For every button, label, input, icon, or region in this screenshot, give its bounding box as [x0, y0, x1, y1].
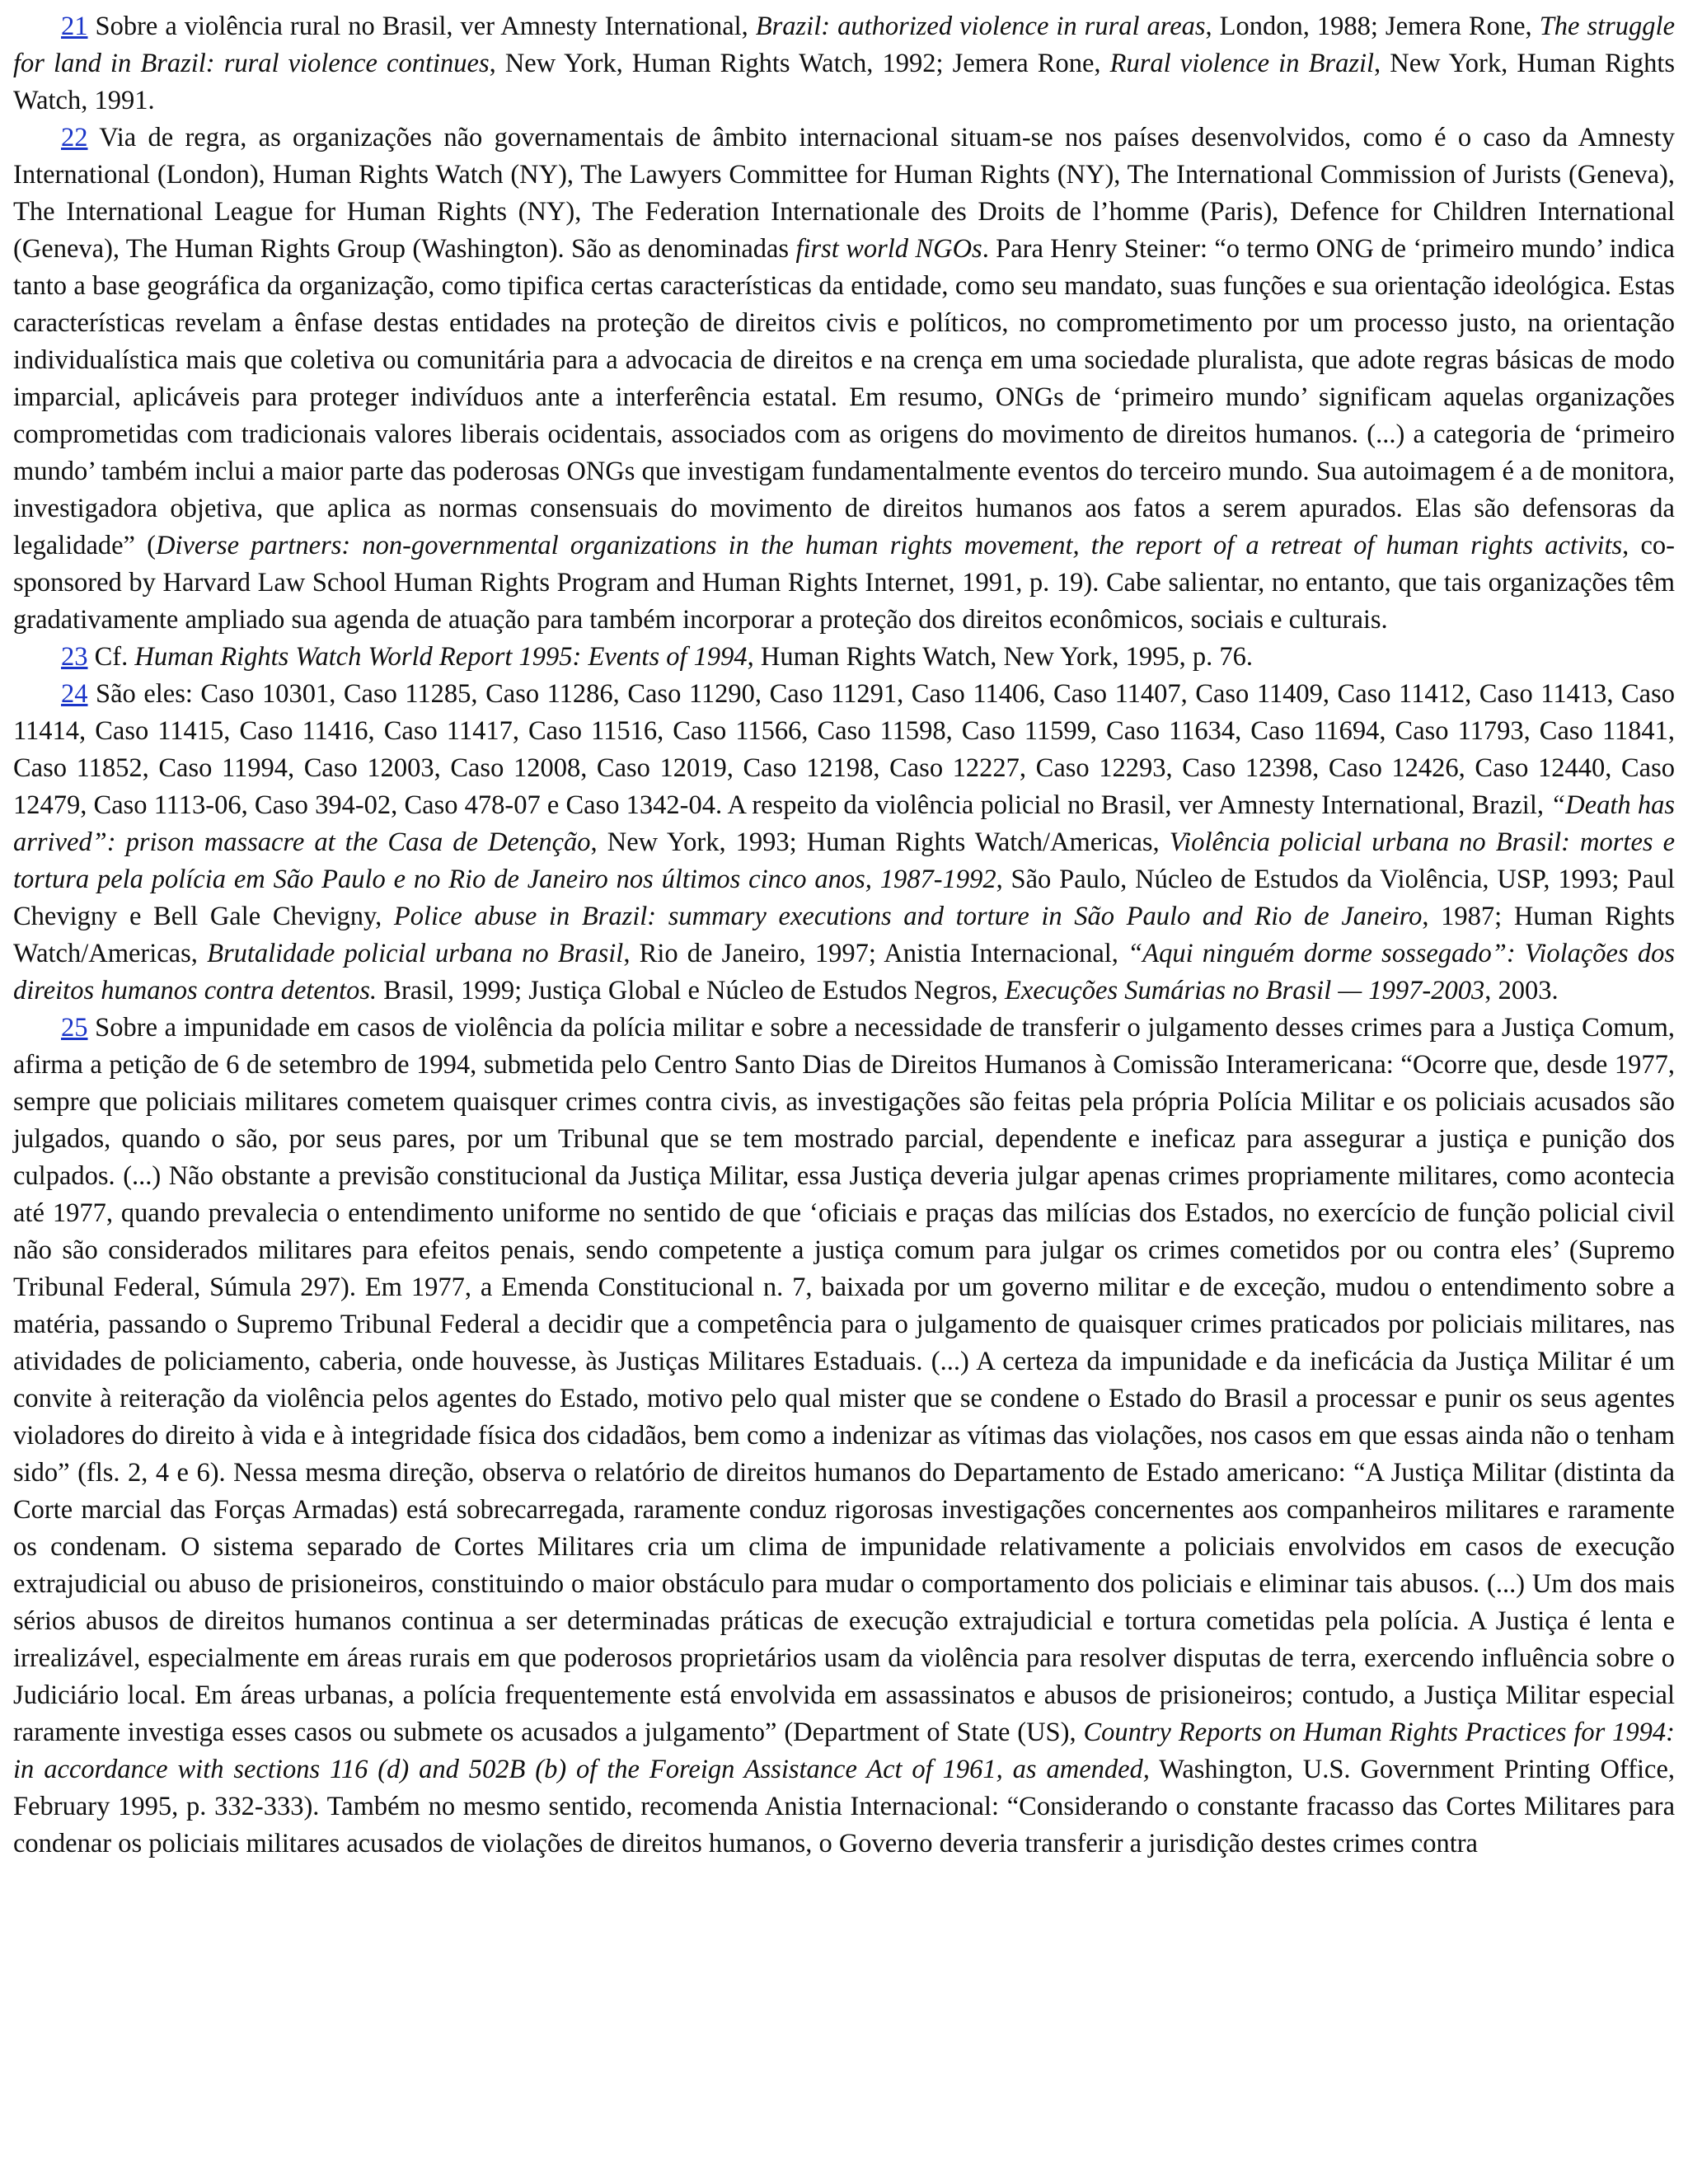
citation-title: The struggle for land in Brazil: rural violence continues — [13, 12, 1675, 78]
footnote-23 — [13, 639, 1675, 676]
footnote-text: Cf. — [87, 642, 135, 672]
footnote-text: , 2003. — [1484, 976, 1559, 1005]
citation-title: “Death has arrived”: prison massacre at the Casa de Detenção — [13, 790, 1675, 857]
footnotes-list — [13, 8, 1675, 1863]
footnote-25 — [13, 1010, 1675, 1863]
footnote-text: Brasil, 1999; Justiça Global e Núcleo de Estudos Negros, — [377, 976, 1005, 1005]
citation-title: Brazil: authorized violence in rural areas — [755, 12, 1206, 41]
footnote-text: , 1987; Human Rights Watch/Americas, — [13, 902, 1676, 968]
footnote-text: Sobre a violência rural no Brasil, ver Amnesty International, — [87, 12, 756, 41]
footnote-text: , Human Rights Watch, New York, 1995, p. 76. — [747, 642, 1253, 672]
footnote-number-link[interactable]: 25 — [61, 1013, 88, 1043]
footnote-text: , São Paulo, Núcleo de Estudos da Violência, USP, 1993; Paul Chevigny e Bell Gale Chevigny, — [13, 865, 1676, 931]
footnote-text: . Para Henry Steiner: “o termo ONG de ‘primeiro mundo’ indica tanto a base geográfica da organização, como tipifica certas características da entidade, como seu mandato, suas funções e sua orientação ideológica. Estas características revelam a ênfase destas entidades na proteção de direitos civis e políticos, no comprometimento por um processo justo, na orientação individualística mais que coletiva ou comunitária para a advocacia de direitos e na crença em uma sociedade pluralista, que adote regras básicas de modo imparcial, aplicáveis para proteger indivíduos ante a interferência estatal. Em resumo, ONGs de ‘primeiro mundo’ significam aquelas organizações comprometidas com tradicionais valores liberais ocidentais, associados com as origens do movimento de direitos humanos. (...) a categoria de ‘primeiro mundo’ também inclui a maior parte das poderosas ONGs que investigam fundamentalmente eventos do terceiro mundo. Sua autoimagem é a de monitora, investigadora objetiva, que aplica as normas consensuais do movimento de direitos humanos aos fatos a serem apurados. Elas são defensoras da legalidade” ( — [13, 234, 1675, 560]
footnote-text: , New York, Human Rights Watch, 1992; Jemera Rone, — [489, 49, 1110, 78]
footnote-21 — [13, 8, 1675, 120]
citation-title: Human Rights Watch World Report 1995: Events of 1994 — [134, 642, 748, 672]
footnote-text: , London, 1988; Jemera Rone, — [1205, 12, 1540, 41]
citation-title: Rural violence in Brazil — [1109, 49, 1375, 78]
footnote-text: São eles: Caso 10301, Caso 11285, Caso 11286, Caso 11290, Caso 11291, Caso 11406, Caso 11407, Caso 11409, Caso 11412, Caso 11413, Caso 11414, Caso 11415, Caso 11416, Caso 11417, Caso 11516, Caso 11566, Caso 11598, Caso 11599, Caso 11634, Caso 11694, Caso 11793, Caso 11841, Caso 11852, Caso 11994, Caso 12003, Caso 12008, Caso 12019, Caso 12198, Caso 12227, Caso 12293, Caso 12398, Caso 12426, Caso 12440, Caso 12479, Caso 1113-06, Caso 394-02, Caso 478-07 e Caso 1342-04. A respeito da violência policial no Brasil, ver Amnesty International, Brazil, — [13, 679, 1675, 820]
footnote-text: , New York, 1993; Human Rights Watch/Americas, — [590, 827, 1170, 857]
citation-title: Brutalidade policial urbana no Brasil — [207, 939, 624, 968]
citation-title: “Aqui ninguém dorme sossegado”: Violações dos direitos humanos contra detentos. — [13, 939, 1675, 1005]
footnote-number-link[interactable]: 24 — [61, 679, 88, 709]
footnote-text: Washington, U.S. Government Printing Office, February 1995, p. 332-333). Também no mesmo sentido, recomenda Anistia Internacional: “Considerando o constante fracasso das Cortes Militares para condenar os policiais militares acusados de violações de direitos humanos, o Governo deveria transferir a jurisdição destes crimes contra — [13, 1755, 1675, 1858]
footnote-text: , co-sponsored by Harvard Law School Human Rights Program and Human Rights Internet, 1991, p. 19). Cabe salientar, no entanto, que tais organizações têm gradativamente ampliado sua agenda de atuação para também incorporar a proteção dos direitos econômicos, sociais e culturais. — [13, 531, 1675, 635]
footnote-number-link[interactable]: 23 — [61, 642, 88, 672]
footnote-text: , Rio de Janeiro, 1997; Anistia Internacional, — [623, 939, 1128, 968]
footnote-number-link[interactable]: 21 — [61, 12, 88, 41]
citation-title: Country Reports on Human Rights Practices for 1994: in accordance with sections 116 (d) and 502B (b) of the Foreign Assistance Act of 1961, as amended, — [13, 1718, 1675, 1784]
footnote-24 — [13, 676, 1675, 1010]
citation-title: Diverse partners: non-governmental organizations in the human rights movement, the report of a retreat of human rights activits — [155, 531, 1623, 560]
footnote-number-link[interactable]: 22 — [61, 123, 88, 152]
footnote-text: , New York, Human Rights Watch, 1991. — [13, 49, 1675, 115]
citation-title: first world NGOs — [795, 234, 982, 264]
citation-title: Police abuse in Brazil: summary executions and torture in São Paulo and Rio de Janeiro — [393, 902, 1423, 931]
footnote-22 — [13, 120, 1675, 639]
footnote-text: Sobre a impunidade em casos de violência da polícia militar e sobre a necessidade de transferir o julgamento desses crimes para a Justiça Comum, afirma a petição de 6 de setembro de 1994, submetida pelo Centro Santo Dias de Direitos Humanos à Comissão Interamericana: “Ocorre que, desde 1977, sempre que policiais militares cometem quaisquer crimes contra civis, as investigações são feitas pela própria Polícia Militar e os policiais acusados são julgados, quando o são, por seus pares, por um Tribunal que se tem mostrado parcial, dependente e ineficaz para assegurar a justiça e punição dos culpados. (...) Não obstante a previsão constitucional da Justiça Militar, essa Justiça deveria julgar apenas crimes propriamente militares, como acontecia até 1977, quando prevalecia o entendimento uniforme no sentido de que ‘oficiais e praças das milícias dos Estados, no exercício de função policial civil não são considerados militares para efeitos penais, sendo competente a justiça comum para julgar os crimes cometidos por ou contra eles’ (Supremo Tribunal Federal, Súmula 297). Em 1977, a Emenda Constitucional n. 7, baixada por um governo militar e de exceção, mudou o entendimento sobre a matéria, passando o Supremo Tribunal Federal a decidir que a competência para o julgamento de quaisquer crimes praticados por policiais militares, nas atividades de policiamento, caberia, onde houvesse, às Justiças Militares Estaduais. (...) A certeza da impunidade e da ineficácia da Justiça Militar é um convite à reiteração da violência pelos agentes do Estado, motivo pelo qual mister que se condene o Estado do Brasil a processar e punir os seus agentes violadores do direito à vida e à integridade física dos cidadãos, bem como a indenizar as vítimas das violações, nos casos em que essas ainda não o tenham sido” (fls. 2, 4 e 6). Nessa mesma direção, observa o relatório de direitos humanos do Departamento de Estado americano: “A Justiça Militar (distinta da Corte marcial das Forças Armadas) está sobrecarregada, raramente conduz rigorosas investigações concernentes aos companheiros militares e raramente os condenam. O sistema separado de Cortes Militares cria um clima de impunidade relativamente a policiais envolvidos em casos de execução extrajudicial ou abuso de prisioneiros, constituindo o maior obstáculo para mudar o comportamento dos policiais e eliminar tais abusos. (...) Um dos mais sérios abusos de direitos humanos continua a ser determinadas práticas de execução extrajudicial e tortura cometidas pela polícia. A Justiça é lenta e irrealizável, especialmente em áreas rurais em que poderosos proprietários usam da violência para resolver disputas de terra, exercendo influência sobre o Judiciário local. Em áreas urbanas, a polícia frequentemente está envolvida em assassinatos e abusos de prisioneiros; contudo, a Justiça Militar especial raramente investiga esses casos ou submete os acusados a julgamento” (Department of State (US), — [13, 1013, 1675, 1747]
citation-title: Violência policial urbana no Brasil: mortes e tortura pela polícia em São Paulo e no Rio de Janeiro nos últimos cinco anos, 1987-1992 — [13, 827, 1675, 894]
footnote-text: Via de regra, as organizações não governamentais de âmbito internacional situam-se nos países desenvolvidos, como é o caso da Amnesty International (London), Human Rights Watch (NY), The Lawyers Committee for Human Rights (NY), The International Commission of Jurists (Geneva), The International League for Human Rights (NY), The Federation Internationale des Droits de l’homme (Paris), Defence for Children International (Geneva), The Human Rights Group (Washington). São as denominadas — [13, 123, 1675, 264]
citation-title: Execuções Sumárias no Brasil — 1997-2003 — [1004, 976, 1485, 1005]
